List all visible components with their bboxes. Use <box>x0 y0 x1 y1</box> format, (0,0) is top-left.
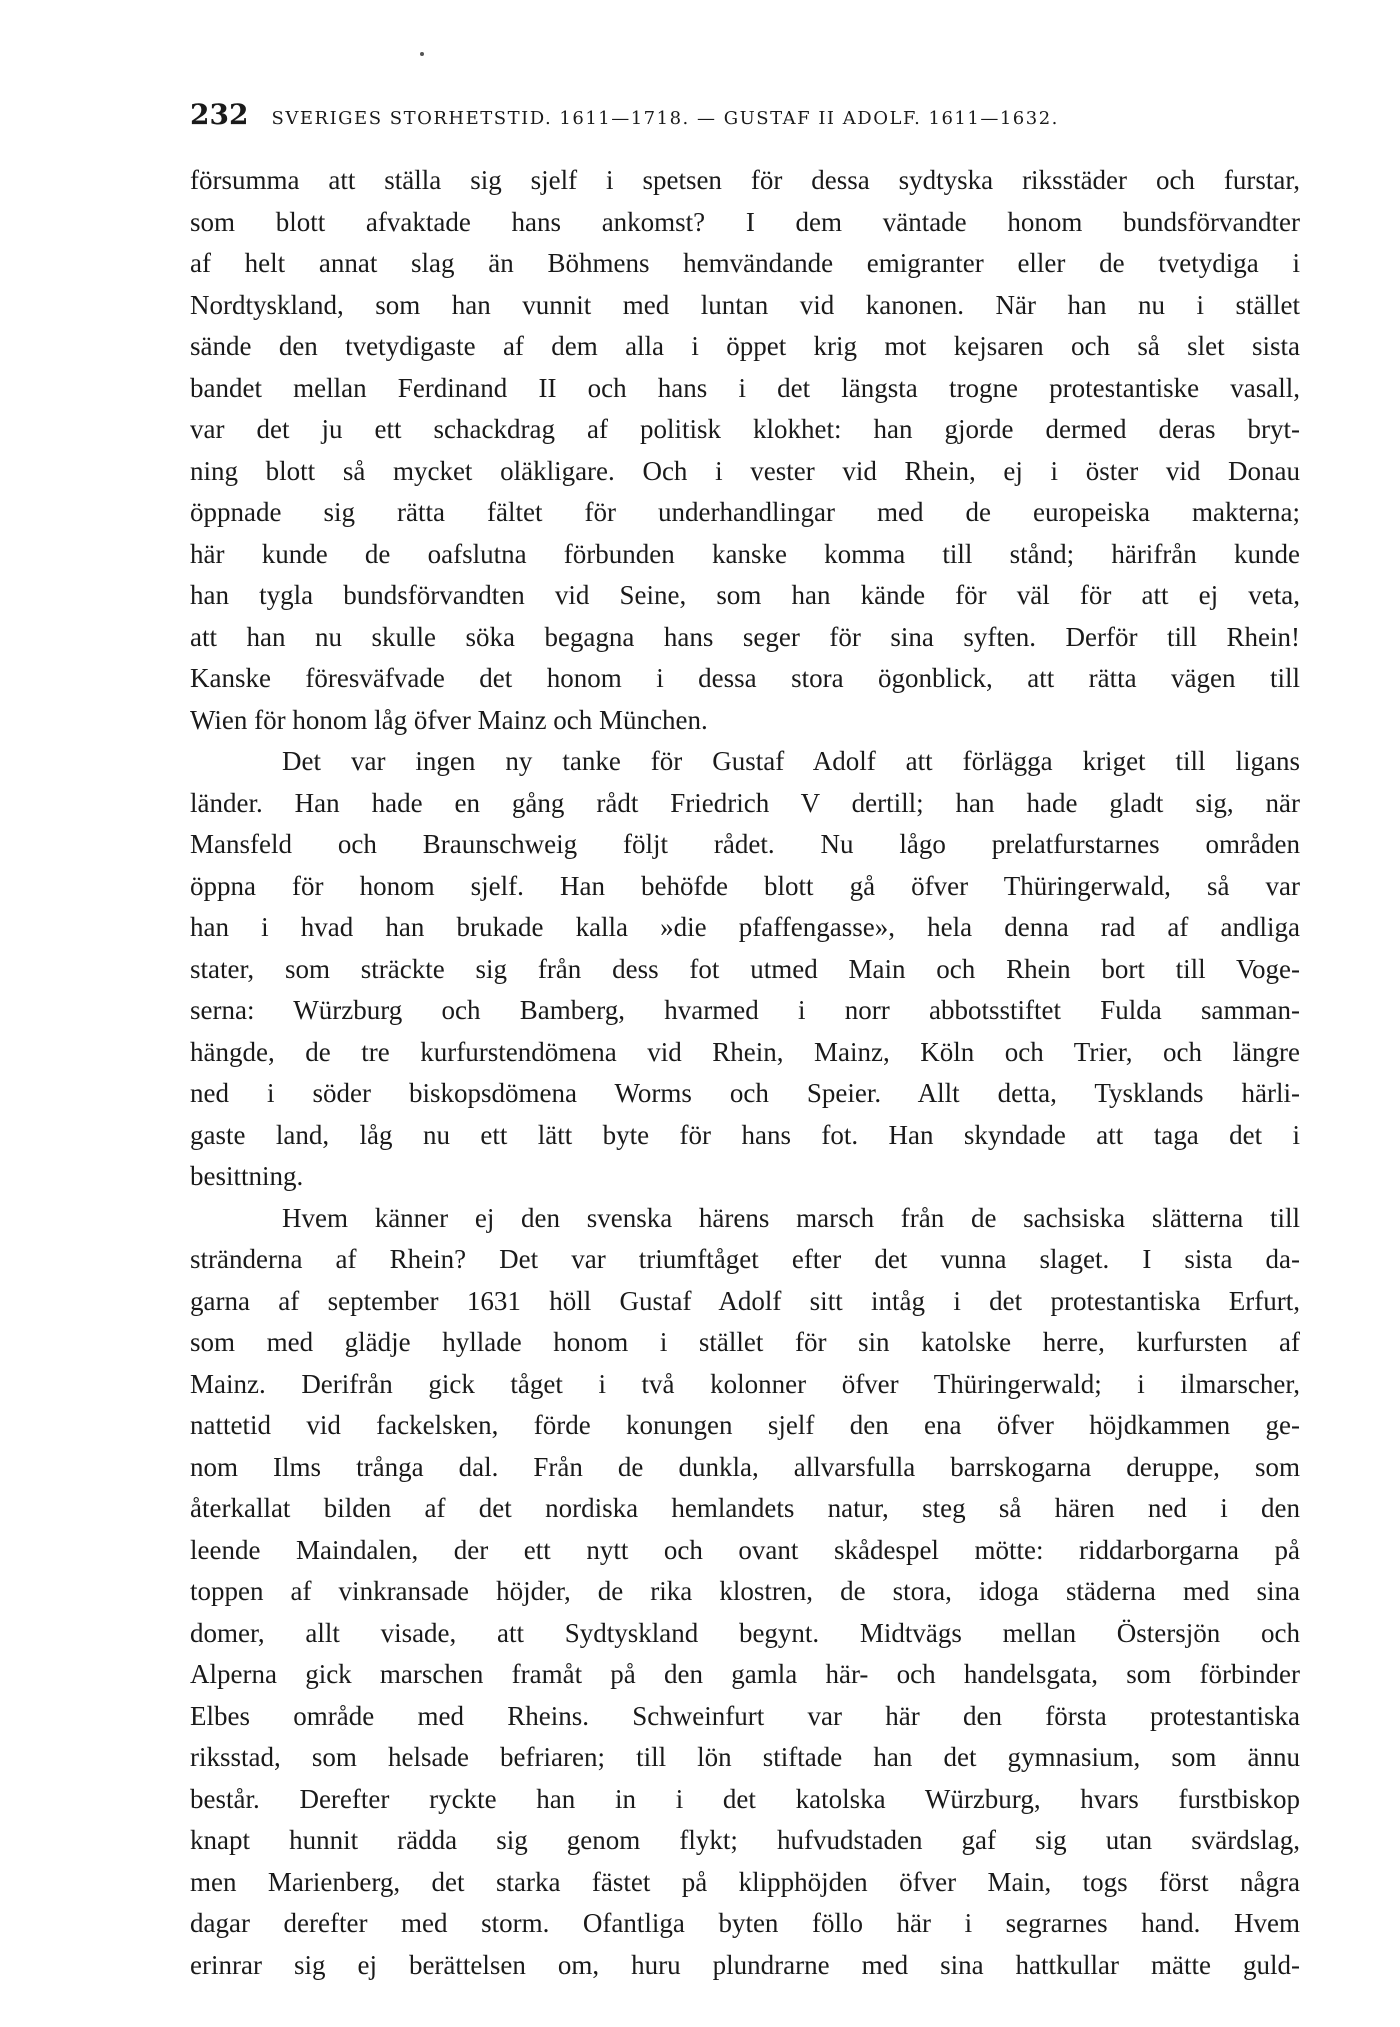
text-line: Nordtyskland, som han vunnit med luntan vid kanonen. När han nu i stället <box>190 289 1300 320</box>
text-line: besittning. <box>190 1161 304 1191</box>
body-text <box>190 160 1300 1986</box>
text-line: riksstad, som helsade befriaren; till lön stiftade han det gymnasium, som ännu <box>190 1742 1300 1772</box>
text-line: Wien för honom låg öfver Mainz och München. <box>190 704 708 735</box>
text-line: här kunde de oafslutna förbunden kanske komma till stånd; härifrån kunde <box>190 538 1300 569</box>
text-line: öppna för honom sjelf. Han behöfde blott gå öfver Thüringerwald, så var <box>190 870 1300 901</box>
text-line: garna af september 1631 höll Gustaf Adolf sitt intåg i det protestantiska Erfurt, <box>190 1285 1300 1316</box>
text-line: Kanske föresväfvade det honom i dessa stora ögonblick, att rätta vägen till <box>190 663 1300 693</box>
text-line: stater, som sträckte sig från dess fot utmed Main och Rhein bort till Voge- <box>190 953 1300 984</box>
text-line: gaste land, låg nu ett lätt byte för hans fot. Han skyndade att taga det i <box>190 1119 1300 1150</box>
text-line: Det var ingen ny tanke för Gustaf Adolf att förlägga kriget till ligans <box>282 746 1300 776</box>
text-line: leende Maindalen, der ett nytt och ovant skådespel mötte: riddarborgarna på <box>190 1534 1300 1565</box>
text-line: dagar derefter med storm. Ofantliga byten föllo här i segrarnes hand. Hvem <box>190 1908 1300 1938</box>
text-line: ning blott så mycket oläkligare. Och i vester vid Rhein, ej i öster vid Donau <box>190 455 1300 486</box>
text-line: knapt hunnit rädda sig genom flykt; hufvudstaden gaf sig utan svärdslag, <box>190 1825 1300 1855</box>
text-line: hängde, de tre kurfurstendömena vid Rhein, Mainz, Köln och Trier, och längre <box>190 1036 1300 1067</box>
text-line: Mainz. Derifrån gick tåget i två kolonner öfver Thüringerwald; i ilmarscher, <box>190 1368 1300 1399</box>
text-line: Mansfeld och Braunschweig följt rådet. Nu lågo prelatfurstarnes områden <box>190 829 1300 859</box>
text-line: återkallat bilden af det nordiska hemlandets natur, steg så hären ned i den <box>190 1493 1300 1523</box>
text-line: sände den tvetydigaste af dem alla i öppet krig mot kejsaren och så slet sista <box>190 331 1300 361</box>
page-header <box>190 98 1300 132</box>
text-line: ned i söder biskopsdömena Worms och Speier. Allt detta, Tysklands härli- <box>190 1078 1300 1108</box>
text-line: består. Derefter ryckte han in i det katolska Würzburg, hvars furstbiskop <box>190 1783 1300 1814</box>
page-number: 232 <box>190 98 249 131</box>
ink-speck <box>420 52 424 56</box>
text-line: som blott afvaktade hans ankomst? I dem väntade honom bundsförvandter <box>190 206 1300 237</box>
text-line: Alperna gick marschen framåt på den gamla här- och handelsgata, som förbinder <box>190 1659 1300 1689</box>
text-line: länder. Han hade en gång rådt Friedrich V dertill; han hade gladt sig, när <box>190 787 1300 818</box>
text-line: som med glädje hyllade honom i stället för sin katolske herre, kurfursten af <box>190 1327 1300 1357</box>
text-line: serna: Würzburg och Bamberg, hvarmed i norr abbotsstiftet Fulda samman- <box>190 995 1300 1025</box>
text-line: öppnade sig rätta fältet för underhandlingar med de europeiska makterna; <box>190 497 1300 527</box>
text-line: var det ju ett schackdrag af politisk klokhet: han gjorde dermed deras bryt- <box>190 414 1300 444</box>
text-line: han i hvad han brukade kalla »die pfaffengasse», hela denna rad af andliga <box>190 912 1300 942</box>
running-head: SVERIGES STORHETSTID. 1611—1718. — GUSTAF II ADOLF. 1611—1632. <box>271 108 1059 129</box>
text-line: nattetid vid fackelsken, förde konungen sjelf den ena öfver höjdkammen ge- <box>190 1410 1300 1440</box>
text-line: toppen af vinkransade höjder, de rika klostren, de stora, idoga städerna med sina <box>190 1576 1300 1606</box>
text-line: domer, allt visade, att Sydtyskland begynt. Midtvägs mellan Östersjön och <box>190 1617 1300 1648</box>
text-line: han tygla bundsförvandten vid Seine, som han kände för väl för att ej veta, <box>190 580 1300 610</box>
text-line: men Marienberg, det starka fästet på klipphöjden öfver Main, togs först några <box>190 1866 1300 1897</box>
text-line: bandet mellan Ferdinand II och hans i det längsta trogne protestantiske vasall, <box>190 372 1300 403</box>
text-line: Hvem känner ej den svenska härens marsch från de sachsiska slätterna till <box>282 1202 1300 1233</box>
text-line: erinrar sig ej berättelsen om, huru plundrarne med sina hattkullar mätte guld- <box>190 1949 1300 1980</box>
text-line: stränderna af Rhein? Det var triumftåget efter det vunna slaget. I sista da- <box>190 1244 1300 1274</box>
text-line: Elbes område med Rheins. Schweinfurt var här den första protestantiska <box>190 1700 1300 1731</box>
text-line: nom Ilms trånga dal. Från de dunkla, allvarsfulla barrskogarna deruppe, som <box>190 1451 1300 1482</box>
text-line: försumma att ställa sig sjelf i spetsen för dessa sydtyska riksstäder och furstar, <box>190 165 1300 195</box>
text-line: att han nu skulle söka begagna hans seger för sina syften. Derför till Rhein! <box>190 621 1300 652</box>
text-line: af helt annat slag än Böhmens hemvändande emigranter eller de tvetydiga i <box>190 248 1300 278</box>
